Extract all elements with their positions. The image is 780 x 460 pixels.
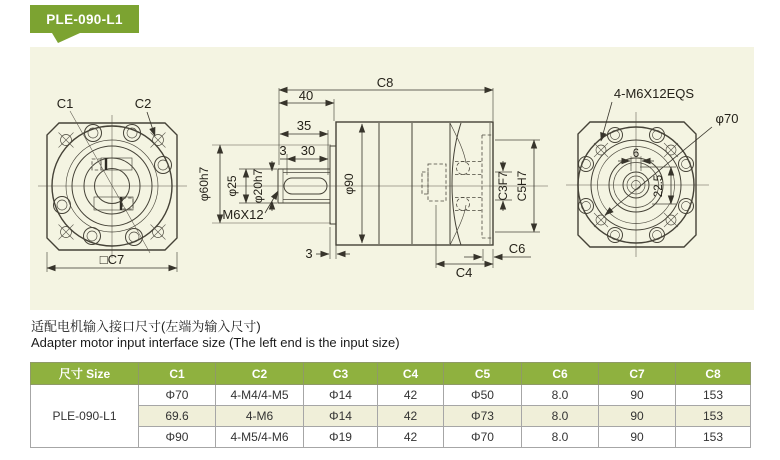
caption-zh: 适配电机输入接口尺寸(左端为输入尺寸) (31, 319, 261, 334)
cell: Φ70 (444, 427, 522, 448)
badge-tail-icon (52, 33, 80, 43)
cell: 42 (378, 427, 444, 448)
col-header-c3: C3 (304, 363, 378, 385)
cell: 90 (599, 385, 676, 406)
label-c6: C6 (508, 241, 526, 256)
cell: Φ50 (444, 385, 522, 406)
cell: 42 (378, 406, 444, 427)
size-table (30, 362, 751, 448)
label-d70: φ70 (715, 111, 739, 126)
col-header-c1: C1 (139, 363, 216, 385)
cell: Φ19 (304, 427, 378, 448)
col-header-size: 尺寸 Size (31, 363, 139, 385)
cell: 8.0 (522, 385, 599, 406)
cell: 90 (599, 427, 676, 448)
label-c5: C5H7 (515, 170, 529, 202)
label-c8: C8 (376, 75, 394, 90)
col-header-c4: C4 (378, 363, 444, 385)
label-eqs: 4-M6X12EQS (613, 86, 695, 101)
rear-view-dimensions (601, 86, 738, 215)
label-c7: □C7 (99, 252, 125, 267)
cell: Φ70 (139, 385, 216, 406)
cell: 153 (676, 406, 751, 427)
cell: Φ14 (304, 385, 378, 406)
cell: 4-M6 (216, 406, 304, 427)
col-header-c7: C7 (599, 363, 676, 385)
label-3-key: 3 (279, 143, 287, 158)
gearbox-body (336, 122, 493, 245)
label-d20: φ20h7 (251, 168, 265, 204)
label-d60: φ60h7 (197, 166, 211, 202)
col-header-c5: C5 (444, 363, 522, 385)
hidden-details (422, 135, 492, 238)
table-row (31, 406, 751, 427)
cell: 8.0 (522, 406, 599, 427)
label-d25: φ25 (225, 175, 239, 197)
label-40: 40 (298, 88, 314, 103)
model-badge (30, 5, 139, 33)
label-30: 30 (300, 143, 316, 158)
table-header-row (31, 363, 751, 385)
label-d6: 6 (632, 148, 640, 160)
cell: 69.6 (139, 406, 216, 427)
col-header-c8: C8 (676, 363, 751, 385)
model-cell: PLE-090-L1 (31, 385, 139, 448)
front-keyway-slots (92, 158, 133, 210)
pilot-boss (330, 146, 336, 224)
col-header-c2: C2 (216, 363, 304, 385)
front-view (38, 111, 187, 258)
caption-en: Adapter motor input interface size (The left end is the input size) (31, 335, 400, 350)
cell: 8.0 (522, 427, 599, 448)
cell: Φ73 (444, 406, 522, 427)
label-c2: C2 (134, 96, 152, 111)
cell: 4-M5/4-M6 (216, 427, 304, 448)
model-badge-label: PLE-090-L1 (46, 11, 123, 27)
label-c4: C4 (455, 265, 473, 280)
cell: 4-M4/4-M5 (216, 385, 304, 406)
label-d90: φ90 (342, 173, 356, 195)
rear-view (566, 112, 709, 257)
technical-drawing (30, 47, 754, 310)
label-c1: C1 (56, 96, 74, 111)
cell: Φ14 (304, 406, 378, 427)
drawing-panel (30, 47, 754, 310)
label-3-boss: 3 (305, 246, 313, 261)
cell: Φ90 (139, 427, 216, 448)
col-header-c6: C6 (522, 363, 599, 385)
label-m6: M6X12 (222, 207, 264, 222)
cell: 42 (378, 385, 444, 406)
label-d225: 22.5 (653, 174, 665, 198)
table-row (31, 385, 751, 406)
label-35: 35 (296, 118, 312, 133)
label-c3: C3F7 (496, 171, 510, 201)
cell: 90 (599, 406, 676, 427)
cell: 153 (676, 385, 751, 406)
table-row (31, 427, 751, 448)
cell: 153 (676, 427, 751, 448)
